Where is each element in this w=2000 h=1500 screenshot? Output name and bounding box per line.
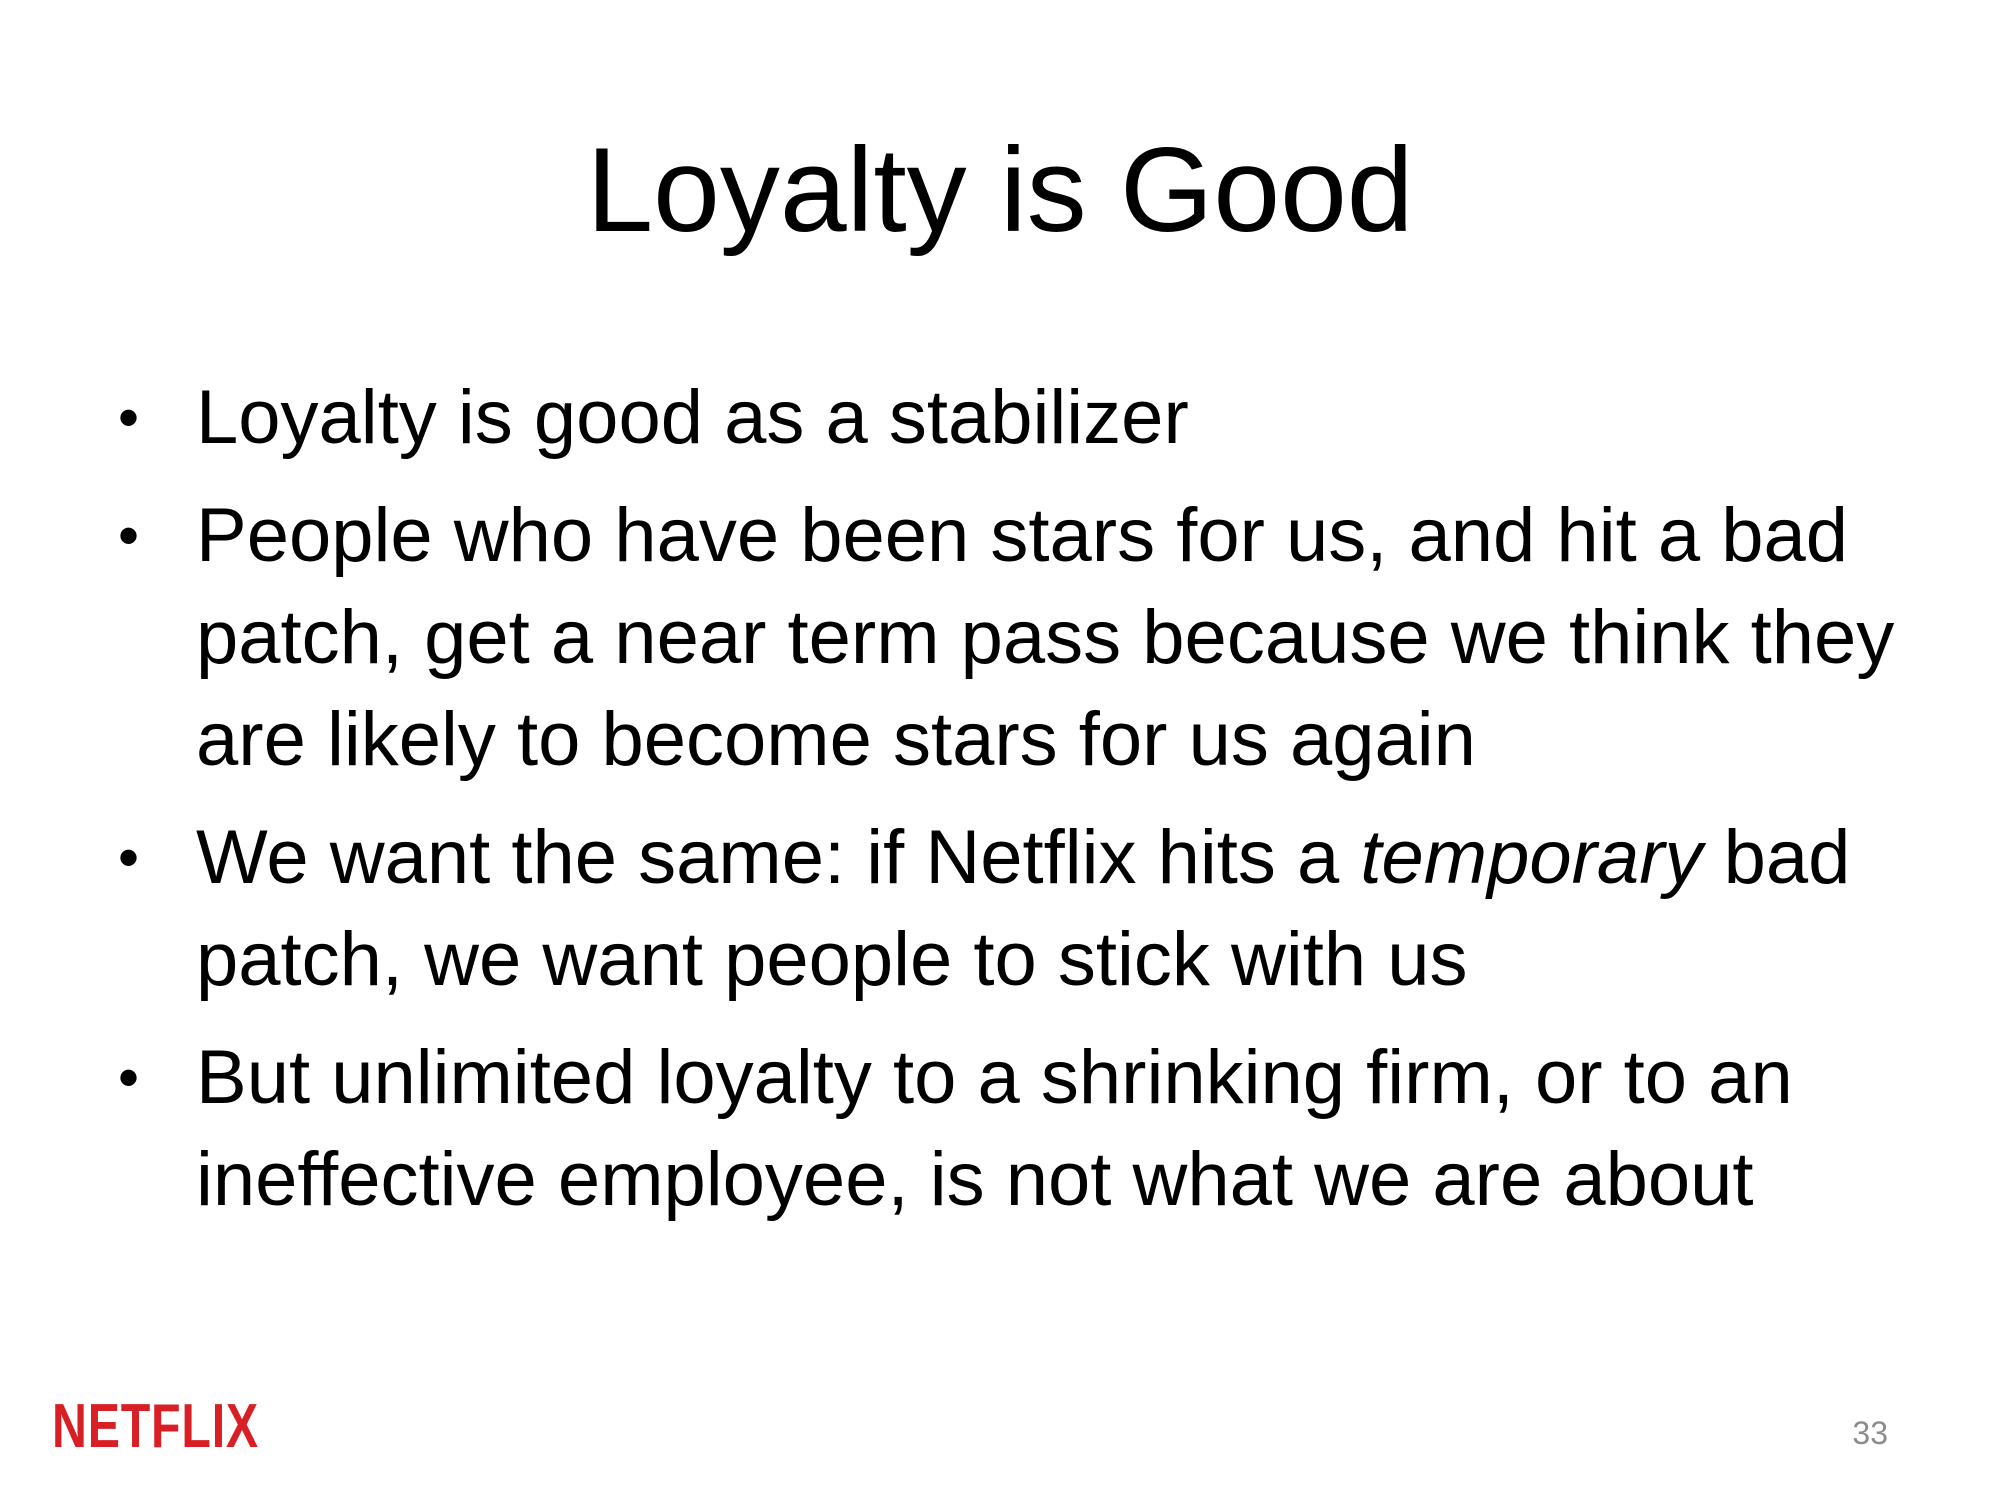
bullet-text-start: We want the same: if Netflix hits a [196, 815, 1361, 900]
bullet-text: People who have been stars for us, and hit a bad patch, get a near term pass because we think they are likely to become stars for us again [196, 493, 1895, 782]
bullet-text: Loyalty is good as a stabilizer [196, 375, 1189, 460]
bullet-text: But unlimited loyalty to a shrinking firm, or to an ineffective employee, is not what we are about [196, 1035, 1793, 1222]
bullet-dot: • [118, 384, 140, 451]
netflix-logo: NETFLIX [52, 1392, 259, 1461]
bullet-dot: • [118, 824, 140, 891]
bullet-item [118, 367, 1898, 469]
bullet-item [118, 1027, 1898, 1231]
slide-title: Loyalty is Good [586, 123, 1414, 257]
bullet-dot: • [118, 502, 140, 569]
bullet-item [118, 485, 1898, 791]
bullet-item [118, 807, 1898, 1011]
bullet-text-end: bad patch, we want people to stick with us [196, 815, 1851, 1002]
bullet-text [196, 815, 1850, 1002]
emphasized-word: temporary [1360, 815, 1703, 900]
page-number: 33 [1852, 1415, 1888, 1451]
bullet-dot: • [118, 1044, 140, 1111]
bullet-list [118, 367, 1898, 1247]
